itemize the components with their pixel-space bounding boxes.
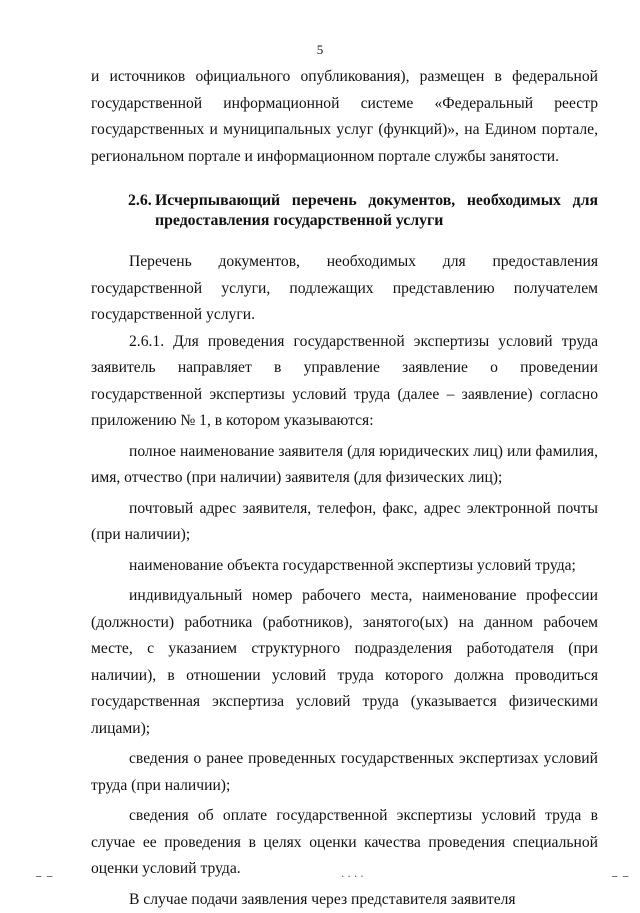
- intro-paragraph: и источников официального опубликования), размещен в федеральной государственной информационной системе «Федеральный реестр государственных и муниципальных услуг (функций)», на Едином портале, региональном портале и информационном портале службы занятости.: [91, 64, 598, 170]
- paragraph-representative: В случае подачи заявления через представителя заявителя: [91, 887, 598, 913]
- list-item-workplace: индивидуальный номер рабочего места, наименование профессии (должности) работника (работников), занятого(ых) на данном рабочем месте, с указанием структурного подразделения работодателя (при наличии), в отношении условий труда которого должна проводиться государственная экспертиза условий труда (указывается физическими лицами);: [91, 583, 598, 742]
- section-number: 2.6.: [128, 191, 155, 211]
- footer-mark-center: ....: [340, 870, 366, 880]
- page-number: 5: [0, 42, 640, 58]
- footer-mark-right: ـ ـ: [612, 870, 628, 880]
- document-body: [91, 64, 598, 913]
- footer-mark-left: ـ ـ: [36, 870, 52, 880]
- list-item-payment: сведения об оплате государственной экспертизы условий труда в случае ее проведения в целях оценки качества проведения специальной оценки условий труда.: [91, 803, 598, 883]
- section-title: Исчерпывающий перечень документов, необходимых для предоставления государственной услуги: [155, 192, 598, 229]
- list-item-applicant-name: полное наименование заявителя (для юридических лиц) или фамилия, имя, отчество (при наличии) заявителя (для физических лиц);: [91, 439, 598, 492]
- section-heading: [91, 191, 598, 231]
- list-item-contacts: почтовый адрес заявителя, телефон, факс, адрес электронной почты (при наличии);: [91, 496, 598, 549]
- list-item-object: наименование объекта государственной экспертизы условий труда;: [91, 553, 598, 580]
- paragraph-documents-list: Перечень документов, необходимых для предоставления государственной услуги, подлежащих представлению получателем государственной услуги.: [91, 249, 598, 329]
- paragraph-2-6-1: 2.6.1. Для проведения государственной экспертизы условий труда заявитель направляет в управление заявление о проведении государственной экспертизы условий труда (далее – заявление) согласно приложению № 1, в котором указываются:: [91, 329, 598, 435]
- list-item-previous-expertise: сведения о ранее проведенных государственных экспертизах условий труда (при наличии);: [91, 746, 598, 799]
